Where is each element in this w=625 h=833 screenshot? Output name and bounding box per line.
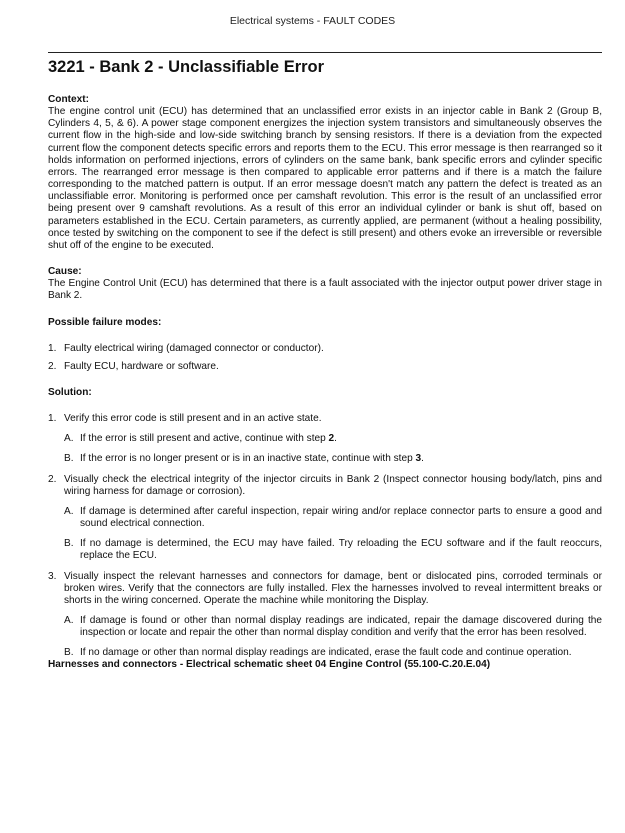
list-item-text: Faulty ECU, hardware or software. (64, 360, 219, 372)
solution-step-2b (64, 538, 602, 562)
failure-modes-list (48, 343, 602, 373)
list-item (48, 361, 602, 373)
solution-heading: Solution: (48, 386, 92, 398)
solution-step-2a (64, 506, 602, 530)
step-reference: 3 (415, 453, 422, 465)
solution-step-3b (64, 647, 602, 659)
substep-text: If damage is found or other than normal display readings are indicated, repair the damage discovered during the inspection or locate and repair the other than normal display condition and verify that the error has been resolved. (80, 615, 602, 639)
step-number: 1. (48, 413, 57, 425)
step-reference: 2 (328, 433, 335, 445)
step-text: Visually check the electrical integrity of the injector circuits in Bank 2 (Inspect connector housing body/latch, pins and wiring harness for damage or corrosion). (64, 473, 602, 497)
substep-text: If damage is determined after careful inspection, repair wiring and/or replace connector parts to ensure a good and sound electrical connection. (80, 505, 602, 530)
substep-letter: B. (64, 538, 74, 550)
document-body (48, 94, 602, 672)
substep-letter: B. (64, 647, 74, 659)
context-heading: Context: (48, 94, 89, 105)
header-rule (48, 52, 602, 53)
substep-text: If the error is still present and active, continue with step 2. (80, 433, 337, 445)
page-title: 3221 - Bank 2 - Unclassifiable Error (48, 58, 325, 76)
step-number: 3. (48, 570, 57, 582)
substep-letter: A. (64, 433, 74, 445)
list-item-number: 1. (48, 342, 57, 354)
schematic-reference-link[interactable]: Harnesses and connectors - Electrical schematic sheet 04 Engine Control (55.100-C.20.E.04) (48, 659, 491, 671)
solution-step-1 (48, 413, 602, 425)
solution-step-3a (64, 615, 602, 639)
substep-text: If no damage is determined, the ECU may have failed. Try reloading the ECU software and if the fault reoccurs, replace the ECU. (80, 538, 602, 562)
running-header: Electrical systems - FAULT CODES (229, 15, 396, 27)
failure-modes-heading: Possible failure modes: (48, 316, 162, 328)
step-text: Visually inspect the relevant harnesses and connectors for damage, bent or dislocated pins, corroded terminals or broken wires. Verify that the connectors are fully installed. Flex the harnesses involved to reveal intermittent breaks or shorts in the wiring concerned. Operate the machine while monitoring the Display. (64, 570, 602, 606)
substep-text: If no damage or other than normal display readings are indicated, erase the fault code and continue operation. (80, 647, 572, 659)
solution-step-3 (48, 571, 602, 607)
step-number: 2. (48, 473, 57, 485)
solution-step-1a (64, 433, 602, 445)
cause-text: The Engine Control Unit (ECU) has determined that there is a fault associated with the injector output power driver stage in Bank 2. (48, 278, 602, 302)
solution-steps (48, 413, 602, 659)
substep-letter: B. (64, 453, 74, 465)
list-item-text: Faulty electrical wiring (damaged connector or conductor). (64, 342, 324, 354)
solution-step-2 (48, 474, 602, 498)
substep-letter: A. (64, 505, 74, 517)
solution-step-1b (64, 453, 602, 465)
context-text: The engine control unit (ECU) has determined that an unclassified error exists in an injector cable in Bank 2 (Group B, Cylinders 4, 5, & 6). A power stage component energizes the injection system transistors and simultaneously observes the current flow in the high-side and low-side switching branch by sensing resistors. If there is a deviation from the expected current flow the component detects specific errors and reports them to the ECU. This error message is then rearranged so it holds information on performed injections, errors of cylinders on the same bank, bank specific errors and cylinder specific errors. The rearranged error message is then compared to applicable error patterns and if there is a match the failure corresponding to the matched pattern is output. If an error message doesn't match any pattern the defect is treated as an unclassifiable error. Monitoring is performed once per camshaft revolution. This error is the result of an unclassified error being present over 9 camshaft revolutions. As a result of this error an individual cylinder or bank is shut off, based on parameters established in the ECU. Certain parameters, as currently applied, are permanent (without a healing possibility, once tested by switching on the component to see if the defect is still present) and others evoke an irreversible or reversible shut off of the engine to be executed. (48, 106, 602, 251)
list-item (48, 343, 602, 355)
cause-heading: Cause: (48, 266, 82, 278)
substep-text: If the error is no longer present or is in an inactive state, continue with step 3. (80, 453, 424, 465)
list-item-number: 2. (48, 360, 57, 372)
step-text: Verify this error code is still present and in an active state. (64, 413, 322, 425)
substep-letter: A. (64, 615, 74, 626)
